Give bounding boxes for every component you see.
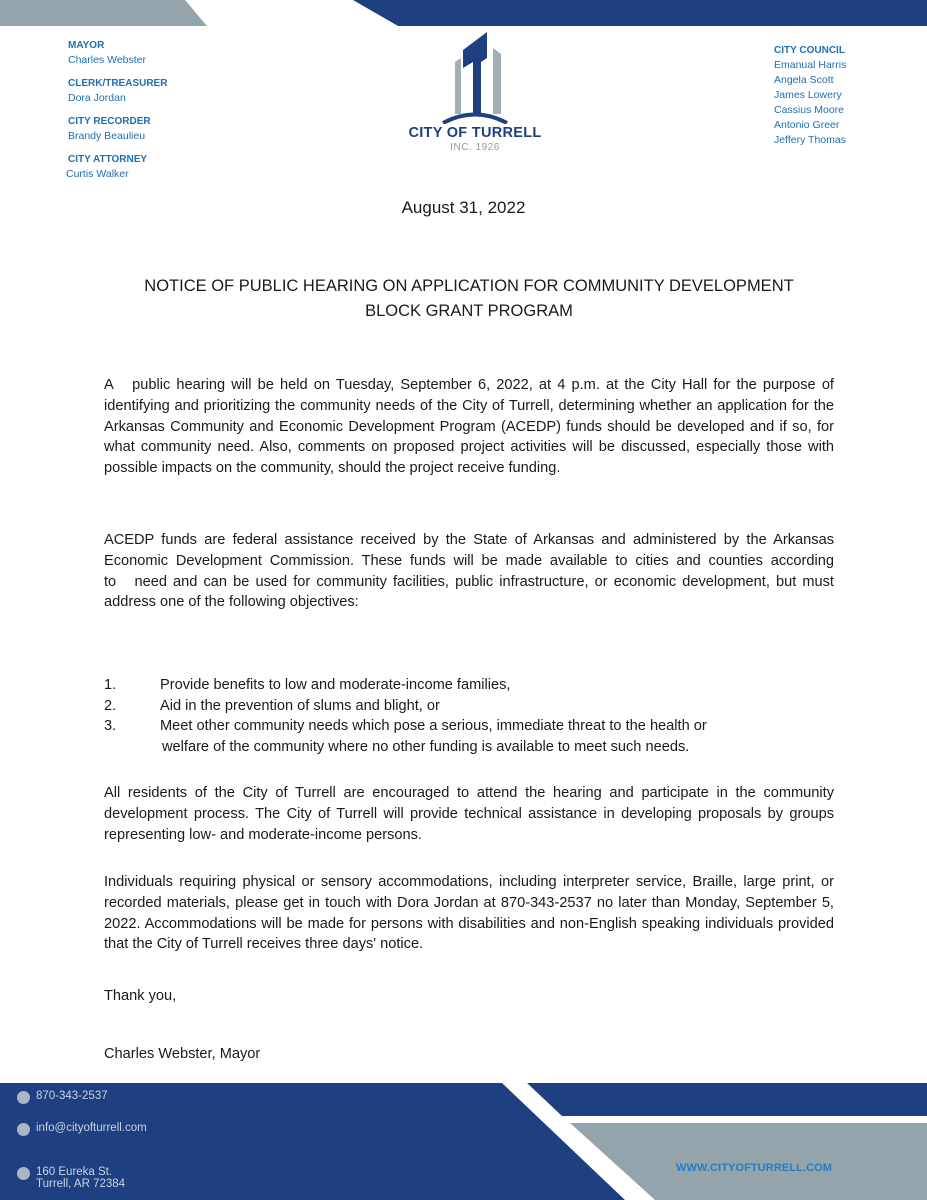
objective-item — [104, 696, 834, 717]
official-role: CITY RECORDER — [68, 116, 151, 127]
city-council-list — [774, 43, 846, 148]
council-member: Emanual Harris — [774, 59, 847, 71]
header-bands — [0, 0, 927, 30]
logo-incorporated: INC. 1926 — [450, 142, 500, 153]
official-name: Curtis Walker — [66, 168, 129, 180]
footer-email[interactable] — [17, 1122, 147, 1136]
official-name: Brandy Beaulieu — [68, 130, 146, 142]
footer-phone — [17, 1090, 108, 1104]
official-city-recorder — [68, 114, 167, 144]
building-skyline-icon — [435, 28, 515, 124]
signature: Charles Webster, Mayor — [104, 1046, 261, 1062]
objectives-list — [104, 675, 834, 757]
paragraph-residents-invited: All residents of the City of Turrell are encouraged to attend the hearing and participate in the community development process. The City of Turrell will provide technical assistance in developing proposals by groups representing low- and moderate-income persons. — [104, 785, 834, 843]
phone-icon — [17, 1091, 30, 1104]
council-member: Antonio Greer — [774, 119, 840, 131]
official-mayor — [68, 38, 167, 68]
official-role: CITY ATTORNEY — [68, 154, 148, 165]
official-clerk-treasurer — [68, 76, 167, 106]
objective-text: Meet other community needs which pose a serious, immediate threat to the health or — [160, 718, 707, 734]
official-role: MAYOR — [68, 40, 105, 51]
council-member: Cassius Moore — [774, 104, 845, 116]
website-link[interactable]: WWW.CITYOFTURRELL.COM — [676, 1162, 833, 1174]
footer-address — [17, 1166, 125, 1190]
letter-date: August 31, 2022 — [401, 198, 526, 217]
notice-title — [100, 274, 838, 324]
council-heading: CITY COUNCIL — [774, 45, 845, 56]
paragraph-hearing-details: A public hearing will be held on Tuesday, September 6, 2022, at 4 p.m. at the City Hall for the purpose of identifying and prioritizing the community needs of the City of Turrell, determining whether an application for the Arkansas Community and Economic Development Program (ACEDP) funds should be developed and if so, for what community need. Also, comments on proposed project activities will be discussed, especially those with possible impacts on the community, should the project receive funding. — [104, 377, 834, 477]
council-member: Jeffery Thomas — [774, 134, 846, 146]
objective-continuation: welfare of the community where no other funding is available to meet such needs. — [162, 738, 690, 755]
notice-title-line2: BLOCK GRANT PROGRAM — [365, 302, 573, 320]
official-role: CLERK/TREASURER — [68, 78, 168, 89]
objective-item — [104, 675, 834, 696]
logo-title: CITY OF TURRELL — [408, 125, 542, 141]
notice-title-line1: NOTICE OF PUBLIC HEARING ON APPLICATION FOR COMMUNITY DEVELOPMENT — [144, 277, 794, 295]
objective-number: 2. — [104, 697, 117, 714]
footer-address-lines — [36, 1166, 125, 1190]
objective-number: 1. — [104, 677, 117, 693]
address-line2: Turrell, AR 72384 — [36, 1178, 126, 1190]
location-pin-icon — [17, 1167, 30, 1180]
official-name: Dora Jordan — [68, 92, 126, 104]
council-member: Angela Scott — [774, 74, 834, 86]
footer-bands — [0, 1083, 927, 1200]
objective-text: Aid in the prevention of slums and blight, or — [160, 697, 440, 714]
address-line1: 160 Eureka St. — [36, 1166, 113, 1178]
objective-text: Provide benefits to low and moderate-income families, — [160, 677, 511, 693]
official-name: Charles Webster — [68, 54, 147, 66]
paragraph-accommodations: Individuals requiring physical or sensory accommodations, including interpreter service, Braille, large print, or recorded materials, please get in touch with Dora Jordan at 870-343-2537 no later than Monday, September 5, 2022. Accommodations will be made for persons with disabilities and non-English speaking individuals provided that the City of Turrell receives three days' notice. — [104, 874, 834, 953]
email-icon — [17, 1123, 30, 1136]
paragraph-acedp-funds: ACEDP funds are federal assistance received by the State of Arkansas and administered by the Arkansas Economic Development Commission. These funds will be made available to cities and counties according to need and can be used for community facilities, public infrastructure, or economic development, but must address one of the following objectives: — [104, 532, 834, 611]
city-logo — [400, 28, 550, 163]
official-city-attorney — [68, 152, 167, 182]
closing-text: Thank you, — [104, 988, 177, 1004]
objective-item — [104, 716, 834, 737]
footer-email-text[interactable]: info@cityofturrell.com — [36, 1122, 147, 1134]
objective-number: 3. — [104, 718, 117, 734]
officials-list — [68, 38, 167, 190]
footer-phone-text: 870-343-2537 — [36, 1090, 108, 1102]
council-member: James Lowery — [774, 89, 842, 101]
